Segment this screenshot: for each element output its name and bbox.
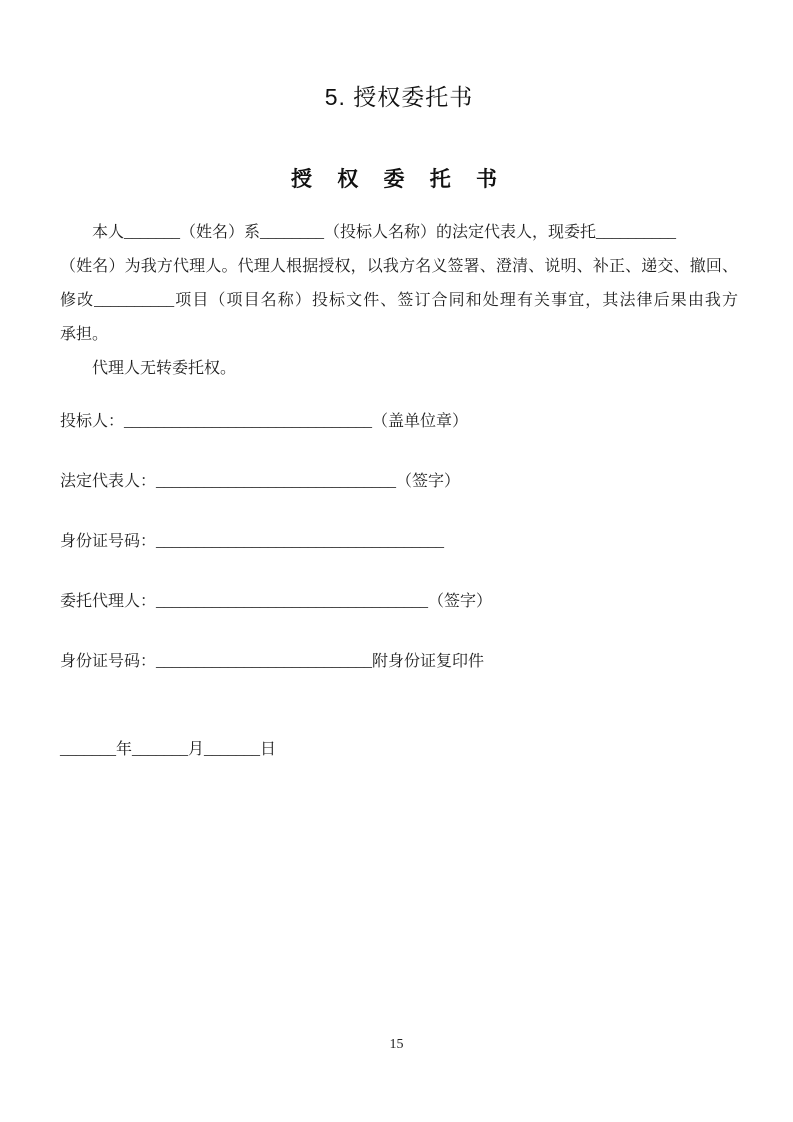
section-title: 5. 授权委托书 [324,84,474,110]
fill-in-line: ______________________________ [156,473,397,490]
field-suffix: （签字） [428,593,493,610]
authorized-agent-field [60,590,738,614]
fill-in-line: _______________________________ [124,413,373,430]
field-label: 投标人： [60,413,125,430]
page-number: 15 [389,1037,404,1052]
paragraph-line-1: 本人_______（姓名）系________（投标人名称）的法定代表人，现委托__________ [92,224,677,241]
field-suffix: （盖单位章） [372,413,469,430]
legal-representative-field [60,470,738,494]
document-title: 授 权 委 托 书 [291,167,507,191]
id-number-field [60,530,738,554]
no-sub-delegation-note: 代理人无转委托权。 [92,360,237,377]
agent-id-number-field [60,650,738,674]
date-line: _______年_______月_______日 [60,741,277,758]
fill-in-line: ___________________________ [156,653,373,670]
field-label: 法定代表人： [60,473,157,490]
field-label: 身份证号码： [60,653,157,670]
field-suffix: 附身份证复印件 [372,653,485,670]
paragraph-line-3: 修改__________项目（项目名称）投标文件、签订合同和处理有关事宜，其法律后果由我方 [60,292,738,309]
authorization-paragraph [60,216,738,352]
signature-fields [60,410,738,674]
paragraph-line-2: （姓名）为我方代理人。代理人根据授权，以我方名义签署、澄清、说明、补正、递交、撤回、 [60,258,738,275]
field-label: 委托代理人： [60,593,157,610]
field-suffix: （签字） [396,473,461,490]
field-label: 身份证号码： [60,533,157,550]
fill-in-line: ____________________________________ [156,533,445,550]
bidder-field [60,410,738,434]
fill-in-line: __________________________________ [156,593,429,610]
paragraph-line-4: 承担。 [60,326,109,343]
